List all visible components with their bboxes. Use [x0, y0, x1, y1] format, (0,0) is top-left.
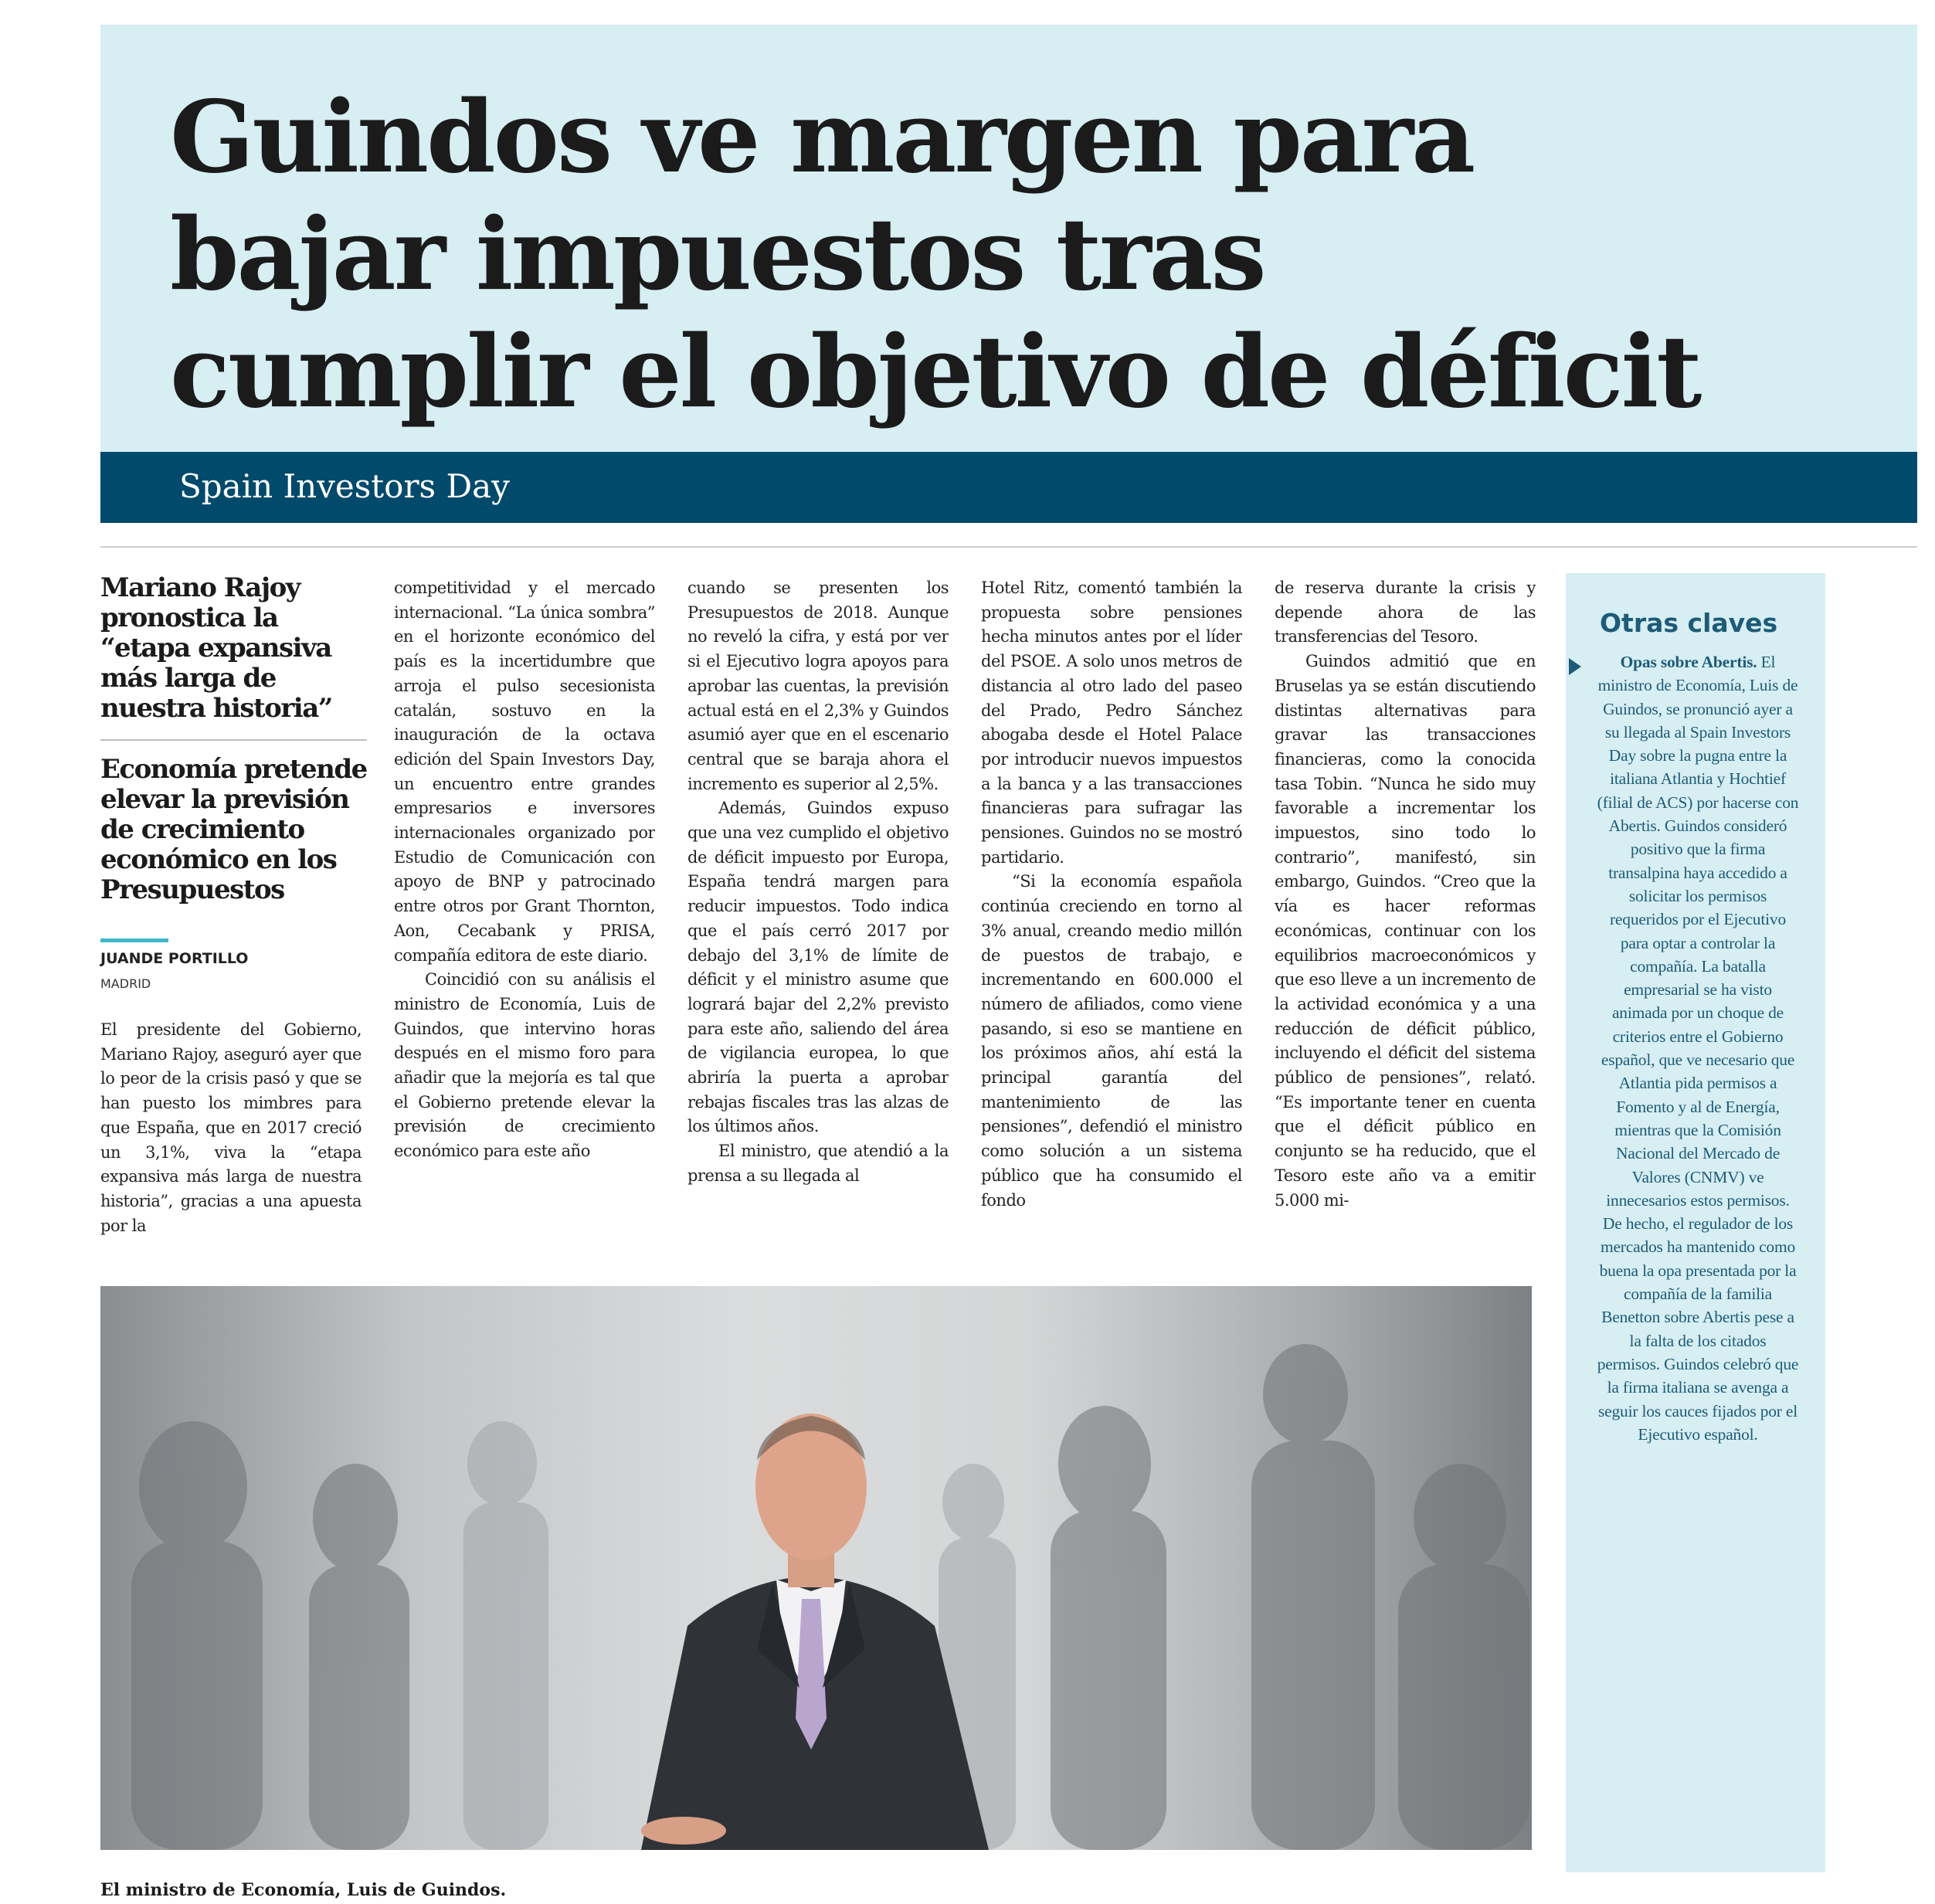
article-column-5 — [1275, 576, 1536, 1250]
paragraph: Coincidió con su análisis el ministro de Economía, Luis de Guindos, que intervino horas después en el mismo foro para añadir que la mejoría es tal que el Gobierno pretende elevar la previsión de crecimiento económico para este año — [394, 970, 655, 1161]
paragraph: competitividad y el mercado internacional. “La única sombra” en el horizonte económico del país es la incertidumbre que arroja el pulso secesionista catalán, sostuvo en la inauguración de la octava edición del Spain Investors Day, un encuentro entre grandes empresarios e inversores internacionales organizado por Estudio de Comunicación con apoyo de BNP y patrocinado entre otros por Grant Thornton, Aon, Cecabank y PRISA, compañía editora de este diario. — [394, 579, 655, 965]
sidebar-title: Otras claves — [1600, 608, 1778, 638]
photo-illustration — [100, 1286, 1532, 1850]
byline-author: JUANDE PORTILLO — [100, 950, 249, 967]
sidebar-otras-claves — [1566, 573, 1825, 1872]
subhead-2: Economía pretende elevar la previsión de crecimiento económico en los Presupuestos — [100, 754, 367, 905]
paragraph: Hotel Ritz, comentó también la propuesta sobre pensiones hecha minutos antes por el líder del PSOE. A solo unos metros de distancia al otro lado del paseo del Prado, Pedro Sánchez abogaba desde el Hotel Palace por introducir nuevos impuestos a la banca y a las transacciones financieras para sufragar las pensiones. Guindos no se mostró partidario. — [981, 579, 1242, 867]
triangle-bullet-icon — [1569, 658, 1581, 675]
headline-banner — [100, 25, 1917, 454]
paragraph: cuando se presenten los Presupuestos de 2018. Aunque no reveló la cifra, y está por ver si el Ejecutivo logra apoyos para aprobar las cuentas, la previsión actual está en el 2,3% y Guindos asumió ayer que en el escenario central que se baraja ahora el incremento es superior al 2,5%. — [687, 579, 949, 793]
sidebar-lead: Opas sobre Abertis. — [1620, 653, 1757, 671]
subheads — [100, 573, 367, 905]
headline-line-1: Guindos ve margen para — [170, 80, 1474, 195]
paragraph: de reserva durante la crisis y depende ahora de las transferencias del Tesoro. — [1275, 579, 1536, 647]
subhead-1: Mariano Rajoy pronostica la “etapa expansiva más larga de nuestra historia” — [100, 572, 332, 724]
article-column-4 — [981, 576, 1242, 1250]
article-photo — [100, 1286, 1532, 1850]
paragraph: El ministro, que atendió a la prensa a su llegada al — [687, 1142, 949, 1185]
paragraph: “Si la economía española continúa creciendo en torno al 3% anual, creando medio millón de puestos de trabajo, e incrementando en 600.000 el número de afiliados, como viene pasando, si eso se mantiene en los próximos años, ahí está la principal garantía del mantenimiento de las pensiones”, defendió el ministro como solución a un sistema público que ha consumido el fondo — [981, 872, 1242, 1210]
sidebar-text — [1597, 650, 1799, 1446]
section-bar — [100, 452, 1917, 523]
section-label: Spain Investors Day — [179, 467, 510, 505]
paragraph: El presidente del Gobierno, Mariano Rajoy, aseguró ayer que lo peor de la crisis pasó y que se han puesto los mimbres para que España, que en 2017 creció un 3,1%, viva la “etapa expansiva más larga de nuestra historia”, gracias a una apuesta por la — [100, 1020, 362, 1235]
paragraph: Guindos admitió que en Bruselas ya se están discutiendo distintas alternativas para gravar las transacciones financieras, como la conocida tasa Tobin. “Nunca he sido muy favorable a incrementar los impuestos, sino todo lo contrario”, manifestó, sin embargo, Guindos. “Creo que la vía es hacer reformas económicas, continuar con los equilibrios macroeconómicos y que eso lleve a un incremento de la actividad económica y a una reducción de déficit público, incluyendo el déficit del sistema público de pensiones”, relató. “Es importante tener en cuenta que el déficit público en conjunto se ha reducido, que el Tesoro este año va a emitir 5.000 mi- — [1275, 652, 1536, 1210]
paragraph: Además, Guindos expuso que una vez cumplido el objetivo de déficit impuesto por Europa, España tendrá margen para reducir impuestos. Todo indica que el país cerró 2017 por debajo del 3,1% de límite de déficit y el ministro asume que logrará bajar del 2,2% previsto para este año, saliendo del área de vigilancia europea, lo que abriría la puerta a aprobar rebajas fiscales tras las alzas de los últimos años. — [687, 799, 949, 1136]
headline — [170, 79, 1831, 431]
divider-rule — [100, 546, 1917, 548]
article-column-1 — [100, 1018, 362, 1250]
byline-accent-line — [100, 938, 168, 942]
sidebar-body: El ministro de Economía, Luis de Guindos, se pronunció ayer a su llegada al Spain Investors Day sobre la pugna entre la italiana Atlantia y Hochtief (filial de ACS) por hacerse con Abertis. Guindos consideró positivo que la firma transalpina haya accedido a solicitar los permisos requeridos por el Ejecutivo para optar a controlar la compañía. La batalla empresarial se ha visto animada por un choque de criterios entre el Gobierno español, que ve necesario que Atlantia pida permisos a Fomento y al de Energía, mientras que la Comisión Nacional del Mercado de Valores (CNMV) ve innecesarios estos permisos. De hecho, el regulador de los mercados ha mantenido como buena la opa presentada por la compañía de la familia Benetton sobre Abertis pese a la falta de los citados permisos. Guindos celebró que la firma italiana se avenga a seguir los cauces fijados por el Ejecutivo español. — [1597, 653, 1799, 1444]
headline-line-3: cumplir el objetivo de déficit — [170, 314, 1700, 430]
subhead-divider — [100, 739, 367, 741]
headline-line-2: bajar impuestos tras — [170, 197, 1265, 313]
photo-caption: El ministro de Economía, Luis de Guindos. — [100, 1880, 507, 1900]
byline-place: MADRID — [100, 976, 151, 991]
article-column-3 — [687, 576, 949, 1250]
article-column-2 — [394, 576, 655, 1250]
